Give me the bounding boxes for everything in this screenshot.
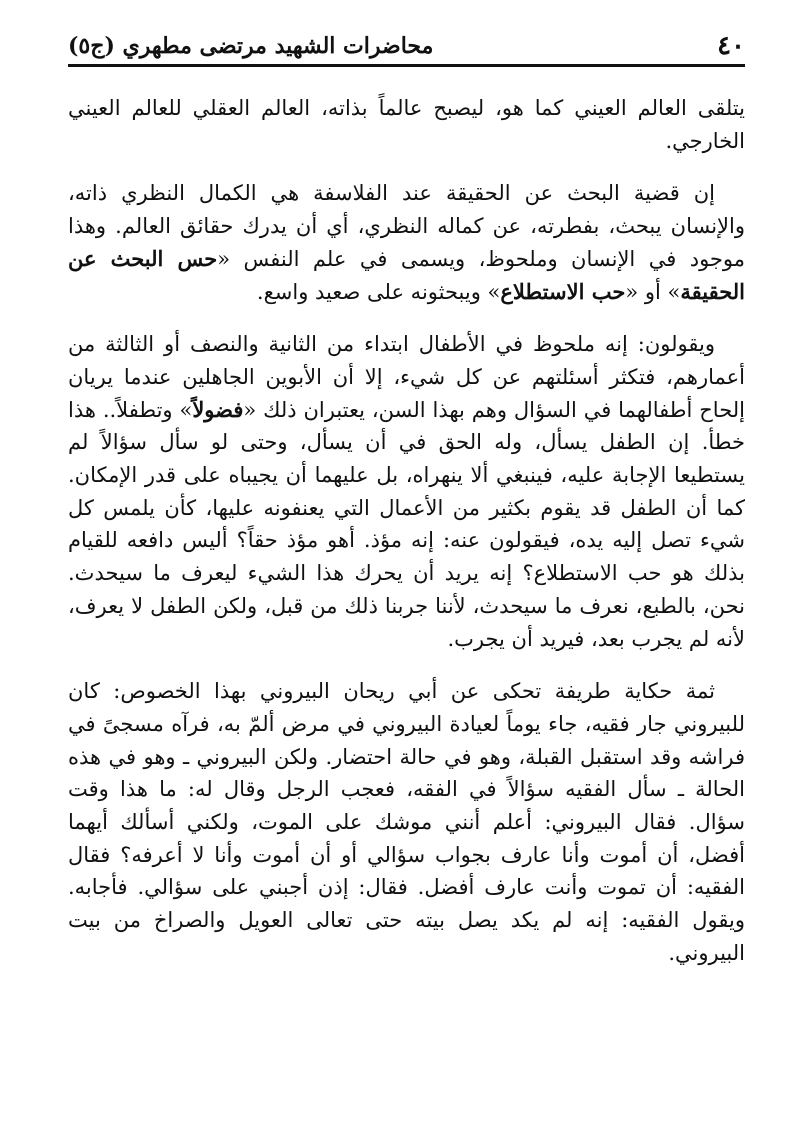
term-curiosity: حب الاستطلاع [500, 278, 626, 304]
term-nosiness: فضولاً [192, 396, 244, 422]
paragraph-4 [68, 675, 745, 969]
paragraph-2-text-c: » أو « [625, 279, 681, 304]
term-sense-of-inquiry: حس البحث عن الحقيقة [68, 245, 745, 304]
running-title: محاضرات الشهيد مرتضى مطهري (ج٥) [68, 33, 434, 59]
paragraph-2-text-d: » ويبحثونه على صعيد واسع. [256, 279, 501, 304]
paragraph-1 [68, 92, 745, 157]
page-number: ٤٠ [717, 31, 745, 61]
paragraph-1-text: يتلقى العالم العيني كما هو، ليصبح عالماً بذاته، العالم العقلي للعالم العيني الخارجي. [68, 96, 745, 153]
paragraph-3 [68, 328, 745, 655]
paragraph-3-text-a: ويقولون: إنه ملحوظ في الأطفال ابتداء من الثانية والنصف أو الثالثة من أعمارهم، فتكثر أسئلتهم عن كل شيء، إلا أن الأبوين الجاهلين عندما يريان إلحاح أطفالهما في السؤال وهم بهذا السن، يعتبران ذلك « [68, 332, 745, 422]
page-header [68, 28, 745, 67]
body-text [68, 92, 745, 990]
paragraph-3-text-c: » وتطفلاً.. هذا خطأ. إن الطفل يسأل، وله الحق في أن يسأل، وحتى لو سأل سؤالاً لم يستطيعا الإجابة عليه، فينبغي ألا ينهراه، بل عليهما أن يجيباه على قدر الإمكان. كما أن الطفل قد يقوم بكثير من الأعمال التي يعنفونه عليها، كأن يلمس كل شيء تصل إليه يده، فيقولون عنه: إنه مؤذ. أهو مؤذ حقاً؟ أليس دافعه للقيام بذلك هو حب الاستطلاع؟ إنه يريد أن يحرك هذا الشيء ليعرف ما سيحدث. نحن، بالطبع، نعرف ما سيحدث، لأننا جربنا ذلك من قبل، ولكن الطفل لا يعرف، لأنه لم يجرب بعد، فيريد أن يجرب. [68, 397, 745, 651]
paragraph-2 [68, 177, 745, 308]
paragraph-2-text-a: إن قضية البحث عن الحقيقة عند الفلاسفة هي الكمال النظري ذاته، والإنسان يبحث، بفطرته، عن كماله النظري، أي أن يدرك حقائق العالم. وهذا موجود في الإنسان وملحوظ، ويسمى في علم النفس « [68, 181, 745, 271]
paragraph-4-text: ثمة حكاية طريفة تحكى عن أبي ريحان البيروني بهذا الخصوص: كان للبيروني جار فقيه، جاء يوماً لعيادة البيروني في مرض ألمّ به، فرآه مسجىً في فراشه وقد استقبل القبلة، وهو في حالة احتضار. ولكن البيروني ـ وهو في هذه الحالة ـ سأل الفقيه سؤالاً في الفقه، فعجب الرجل وقال له: ما هذا وقت سؤال. فقال البيروني: أعلم أنني موشك على الموت، ولكني أسألك أيهما أفضل، أن أموت وأنا عارف بجواب سؤالي أو أن أموت وأنا لا أعرفه؟ فقال الفقيه: أن تموت وأنت عارف أفضل. فقال: إذن أجبني على سؤالي. فأجابه. ويقول الفقيه: إنه لم يكد يصل بيته حتى تعالى العويل والصراخ من بيت البيروني. [68, 679, 745, 965]
